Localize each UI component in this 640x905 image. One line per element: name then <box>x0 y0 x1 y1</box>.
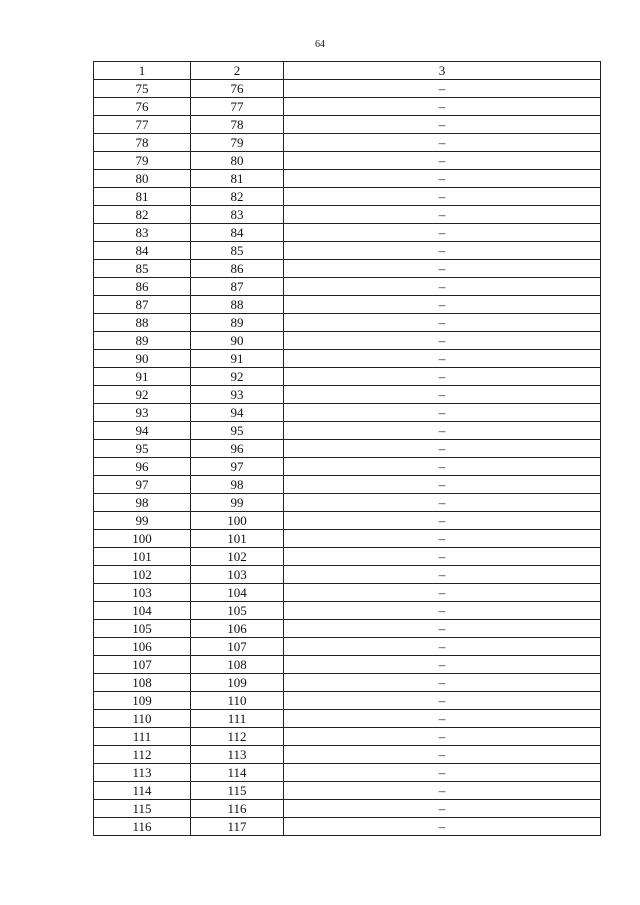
table-cell: 95 <box>94 440 191 458</box>
table-row <box>94 602 601 620</box>
table-cell: 88 <box>191 296 284 314</box>
table-cell: 114 <box>191 764 284 782</box>
table-cell: 96 <box>191 440 284 458</box>
table-cell: – <box>284 152 601 170</box>
table-cell: 82 <box>191 188 284 206</box>
table-cell: 83 <box>94 224 191 242</box>
table-row <box>94 476 601 494</box>
table-cell: – <box>284 476 601 494</box>
column-header: 1 <box>94 62 191 80</box>
table-cell: 116 <box>94 818 191 836</box>
column-header: 2 <box>191 62 284 80</box>
table-row <box>94 692 601 710</box>
table-cell: 95 <box>191 422 284 440</box>
table-cell: 106 <box>94 638 191 656</box>
table-cell: 92 <box>191 368 284 386</box>
table-cell: 87 <box>191 278 284 296</box>
table-cell: 76 <box>191 80 284 98</box>
table-cell: – <box>284 332 601 350</box>
table-row <box>94 818 601 836</box>
table-cell: – <box>284 404 601 422</box>
table-cell: – <box>284 512 601 530</box>
table-cell: 77 <box>191 98 284 116</box>
table-row <box>94 458 601 476</box>
table-cell: – <box>284 260 601 278</box>
table-cell: – <box>284 98 601 116</box>
table-cell: 111 <box>94 728 191 746</box>
table-body <box>94 80 601 836</box>
table-cell: – <box>284 692 601 710</box>
table-cell: 86 <box>94 278 191 296</box>
table-cell: 91 <box>191 350 284 368</box>
table-cell: 116 <box>191 800 284 818</box>
table-cell: 76 <box>94 98 191 116</box>
table-row <box>94 764 601 782</box>
table-header-row <box>94 62 601 80</box>
table-row <box>94 620 601 638</box>
table-cell: – <box>284 170 601 188</box>
table-cell: – <box>284 782 601 800</box>
table-cell: 89 <box>191 314 284 332</box>
table-row <box>94 116 601 134</box>
table-row <box>94 548 601 566</box>
table-cell: 117 <box>191 818 284 836</box>
table-cell: 85 <box>94 260 191 278</box>
table-cell: 79 <box>94 152 191 170</box>
table-row <box>94 386 601 404</box>
table-cell: – <box>284 494 601 512</box>
table-cell: – <box>284 548 601 566</box>
table-row <box>94 800 601 818</box>
table-row <box>94 674 601 692</box>
table-cell: 98 <box>191 476 284 494</box>
table-cell: – <box>284 206 601 224</box>
table-cell: – <box>284 296 601 314</box>
table-cell: 96 <box>94 458 191 476</box>
table-cell: 98 <box>94 494 191 512</box>
table-cell: 85 <box>191 242 284 260</box>
table-row <box>94 278 601 296</box>
table-cell: 110 <box>191 692 284 710</box>
table-cell: 110 <box>94 710 191 728</box>
table-row <box>94 314 601 332</box>
table-cell: – <box>284 728 601 746</box>
table-cell: 115 <box>191 782 284 800</box>
table-row <box>94 170 601 188</box>
table-cell: 83 <box>191 206 284 224</box>
table-cell: 82 <box>94 206 191 224</box>
table-cell: – <box>284 80 601 98</box>
table-cell: – <box>284 224 601 242</box>
table-cell: 94 <box>94 422 191 440</box>
table-cell: 90 <box>94 350 191 368</box>
table-cell: – <box>284 242 601 260</box>
table-cell: 84 <box>94 242 191 260</box>
table-cell: 108 <box>94 674 191 692</box>
table-cell: 113 <box>94 764 191 782</box>
table-cell: – <box>284 134 601 152</box>
table-cell: 77 <box>94 116 191 134</box>
table-row <box>94 98 601 116</box>
table-cell: 102 <box>94 566 191 584</box>
table-cell: – <box>284 764 601 782</box>
table-row <box>94 404 601 422</box>
table-cell: 112 <box>191 728 284 746</box>
table-cell: – <box>284 566 601 584</box>
table-cell: 100 <box>94 530 191 548</box>
table-cell: 87 <box>94 296 191 314</box>
table-cell: 88 <box>94 314 191 332</box>
table-row <box>94 782 601 800</box>
table-cell: 101 <box>94 548 191 566</box>
table-cell: 113 <box>191 746 284 764</box>
table-cell: 107 <box>191 638 284 656</box>
table-cell: 99 <box>94 512 191 530</box>
table-cell: 105 <box>94 620 191 638</box>
table-row <box>94 80 601 98</box>
table-cell: – <box>284 278 601 296</box>
table-row <box>94 260 601 278</box>
table-cell: – <box>284 188 601 206</box>
table-cell: 101 <box>191 530 284 548</box>
table-row <box>94 584 601 602</box>
table-row <box>94 530 601 548</box>
table-cell: 114 <box>94 782 191 800</box>
table-cell: – <box>284 422 601 440</box>
table-row <box>94 332 601 350</box>
table-cell: 89 <box>94 332 191 350</box>
table-cell: 80 <box>191 152 284 170</box>
table-cell: – <box>284 710 601 728</box>
table-cell: 100 <box>191 512 284 530</box>
table-cell: 97 <box>191 458 284 476</box>
table-cell: 105 <box>191 602 284 620</box>
table-row <box>94 710 601 728</box>
table-cell: 91 <box>94 368 191 386</box>
table-row <box>94 152 601 170</box>
table-row <box>94 350 601 368</box>
table-cell: 78 <box>191 116 284 134</box>
table-cell: 80 <box>94 170 191 188</box>
table-cell: – <box>284 746 601 764</box>
table-cell: 78 <box>94 134 191 152</box>
table-cell: 103 <box>191 566 284 584</box>
table-cell: 92 <box>94 386 191 404</box>
table-cell: 103 <box>94 584 191 602</box>
table-cell: 104 <box>191 584 284 602</box>
table-row <box>94 242 601 260</box>
table-row <box>94 746 601 764</box>
table-cell: 81 <box>94 188 191 206</box>
data-table <box>93 61 601 836</box>
table-cell: 93 <box>191 386 284 404</box>
table-cell: – <box>284 674 601 692</box>
table-cell: 106 <box>191 620 284 638</box>
table-cell: 84 <box>191 224 284 242</box>
table-cell: 97 <box>94 476 191 494</box>
table-cell: – <box>284 656 601 674</box>
table-cell: – <box>284 458 601 476</box>
table-cell: 109 <box>191 674 284 692</box>
table-cell: – <box>284 386 601 404</box>
table-cell: 93 <box>94 404 191 422</box>
table-cell: 90 <box>191 332 284 350</box>
table-cell: 112 <box>94 746 191 764</box>
table-row <box>94 512 601 530</box>
table-cell: 115 <box>94 800 191 818</box>
table-cell: – <box>284 440 601 458</box>
table-cell: – <box>284 314 601 332</box>
table-cell: 107 <box>94 656 191 674</box>
table-cell: – <box>284 584 601 602</box>
table-cell: – <box>284 530 601 548</box>
column-header: 3 <box>284 62 601 80</box>
table-cell: – <box>284 800 601 818</box>
table-row <box>94 188 601 206</box>
table-row <box>94 494 601 512</box>
table-cell: – <box>284 818 601 836</box>
table-row <box>94 134 601 152</box>
table-cell: 86 <box>191 260 284 278</box>
table-cell: 75 <box>94 80 191 98</box>
table-row <box>94 206 601 224</box>
table-row <box>94 566 601 584</box>
table-cell: – <box>284 350 601 368</box>
page-number: 64 <box>315 39 325 50</box>
table-cell: – <box>284 620 601 638</box>
table-cell: 94 <box>191 404 284 422</box>
table-row <box>94 224 601 242</box>
table-row <box>94 368 601 386</box>
table-cell: – <box>284 368 601 386</box>
table-row <box>94 440 601 458</box>
table-cell: – <box>284 638 601 656</box>
table-row <box>94 728 601 746</box>
table-cell: – <box>284 602 601 620</box>
table-cell: 108 <box>191 656 284 674</box>
table-cell: 81 <box>191 170 284 188</box>
table-cell: 99 <box>191 494 284 512</box>
table-cell: 111 <box>191 710 284 728</box>
table-cell: 109 <box>94 692 191 710</box>
table-cell: 79 <box>191 134 284 152</box>
table-cell: 102 <box>191 548 284 566</box>
table-row <box>94 296 601 314</box>
table-cell: – <box>284 116 601 134</box>
table-row <box>94 422 601 440</box>
table-row <box>94 638 601 656</box>
table-cell: 104 <box>94 602 191 620</box>
table-row <box>94 656 601 674</box>
